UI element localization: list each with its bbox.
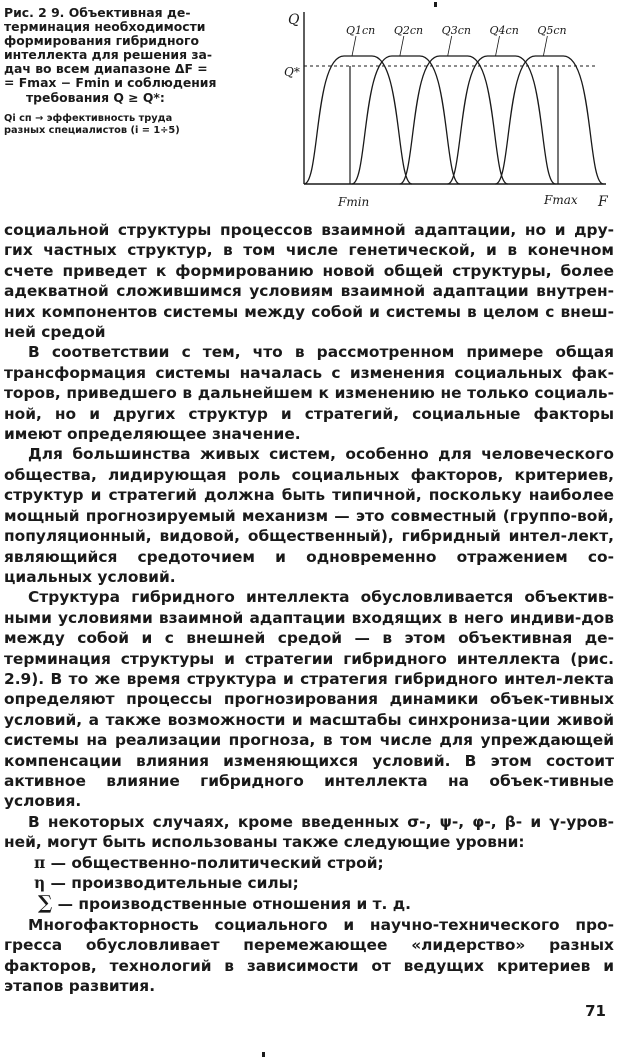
threshold-label: Q* — [284, 65, 300, 79]
figure-chart — [262, 4, 620, 220]
list-symbol: π — [34, 853, 46, 872]
x-end-label: Fmax — [544, 193, 578, 207]
caption-line: терминация необходимости — [4, 19, 206, 35]
x-axis-label: F — [598, 194, 608, 210]
caption-line: = Fmax − Fmin и соблюдения — [4, 75, 217, 91]
print-speck — [262, 1052, 265, 1057]
list-text: — производственные отношения и т. д. — [52, 895, 412, 914]
paragraph: Структура гибридного интеллекта обусловливается объектив-ными условиями взаимной адаптации входящих в него индиви-дов между собой и с внешней средой — в этом объективная де-терминация структуры и стратегии гибридного интеллекта (рис. 2.9). В то же время структура и стратегия гибридного интел-лекта определяют процессы прогнозирования динамики объек-тивных условий, а также возможности и масштабы синхрониза-ции живой системы на реализации прогноза, в том числе для упреждающей компенсации влияния изменяющихся условий. В этом состоит активное влияние гибридного интеллекта на объек-тивные условия. — [4, 588, 614, 811]
series-label-leader — [352, 36, 356, 56]
list-item — [4, 893, 614, 914]
series-label-leader — [496, 36, 500, 56]
note-line: разных специалистов (i = 1÷5) — [4, 124, 180, 136]
series-label: Q2сп — [393, 24, 424, 37]
series-curve — [400, 56, 508, 184]
caption-line: Рис. 2 9. Объективная де- — [4, 5, 191, 20]
paragraph: В соответствии с тем, что в рассмотренном примере общая трансформация системы началась с изменения социальных фак-торов, приведшего в дальнейшем к изменению не только социаль-ной, но и других структур и стратегий, социальные факторы имеют определяющее значение. — [4, 343, 614, 444]
list-item — [4, 853, 614, 873]
caption-line: интеллекта для решения за- — [4, 47, 213, 63]
paragraph: Для большинства живых систем, особенно для человеческого общества, лидирующая роль социальных факторов, критериев, структур и стратегий должна быть типичной, поскольку наиболее мощный прогнозируемый механизм — это совместный (группо-вой, популяционный, видовой, общественный), гибридный интел-лект, являющийся средоточием и одновременно отражением со-циальных условий. — [4, 445, 614, 586]
series-label: Q1сп — [346, 24, 376, 37]
list-text: — общественно-политический строй; — [45, 853, 384, 872]
y-axis-label: Q — [288, 12, 300, 28]
series-curve — [304, 56, 412, 184]
caption-line: требования Q ≥ Q*: — [26, 89, 165, 105]
series-curve — [352, 56, 460, 184]
caption-line: формирования гибридного — [4, 33, 200, 49]
list-text: — производительные силы; — [45, 874, 299, 892]
page-number: 71 — [585, 1002, 606, 1020]
series-label: Q5сп — [537, 24, 567, 37]
figure-legend-note — [4, 113, 226, 137]
paragraph: В некоторых случаях, кроме введенных σ-, ψ-, φ-, β- и γ-уров-ней, могут быть использованы также следующие уровни: — [4, 812, 614, 852]
series-curve — [495, 56, 603, 184]
series-label-leader — [448, 36, 452, 56]
note-line: Qi cп → эффективность труда — [4, 112, 173, 124]
list-symbol: ∑ — [38, 892, 53, 915]
chart-svg — [262, 4, 620, 220]
series-curve — [448, 56, 556, 184]
paragraph: социальной структуры процессов взаимной адаптации, но и дру-гих частных структур, в том числе генетической, и в конечном счете приведет к формированию новой общей структуры, более адекватной сложившимся условиям взаимной адаптации внутрен-них компонентов системы между собой и системы в целом с внеш-ней средой — [4, 221, 614, 342]
figure-caption — [4, 6, 226, 137]
figure-caption-main — [4, 6, 226, 105]
list-item — [4, 873, 614, 893]
body-text — [4, 220, 614, 996]
print-speck — [434, 2, 437, 7]
list-symbol: η — [34, 874, 46, 892]
series-label-leader — [543, 36, 547, 56]
series-label: Q4сп — [489, 24, 519, 37]
series-label-leader — [400, 36, 404, 56]
x-start-label: Fmin — [338, 195, 370, 209]
paragraph: Многофакторность социального и научно-технического про-гресса обусловливает перемежающее «лидерство» разных факторов, технологий в зависимости от ведущих критериев и этапов развития. — [4, 915, 614, 996]
series-label: Q3сп — [441, 24, 471, 37]
caption-line: дач во всем диапазоне ΔF = — [4, 61, 208, 77]
